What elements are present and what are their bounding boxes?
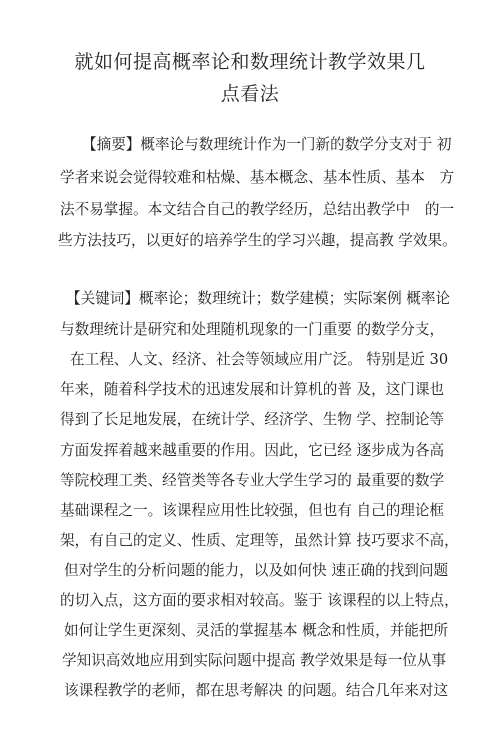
- abstract-line-3: 法不易掌握。本文结合自己的教学经历，总结出教学中 的一: [60, 201, 455, 218]
- body-line-11: 的切入点，这方面的要求相对较高。鉴于 该课程的以上特点，: [60, 592, 459, 609]
- body-line-5: 得到了长足地发展，在统计学、经济学、生物 学、控制论等: [60, 411, 445, 428]
- body-line-2: 与数理统计是研究和处理随机现象的一门重要 的数学分支，: [60, 321, 445, 338]
- body-line-13: 学知识高效地应用到实际问题中提高 教学效果是每一位从事: [62, 652, 447, 669]
- title-line-1: [0, 47, 500, 74]
- body-line-14: 该课程教学的老师，都在思考解决 的问题。结合几年来对这: [64, 682, 449, 699]
- body-line-8: 基础课程之一。该课程应用性比较强，但也有 自己的理论框: [60, 502, 445, 519]
- body-line-1: 【关键词】概率论；数理统计；数学建模；实际案例 概率论: [66, 290, 451, 307]
- body-line-4: 年来，随着科学技术的迅速发展和计算机的普 及，这门课也: [60, 381, 445, 398]
- body-line-6: 方面发挥着越来越重要的作用。因此，它已经 逐步成为各高: [60, 442, 445, 459]
- body-line-3: 在工程、人文、经济、社会等领域应用广泛。 特别是近 30: [70, 351, 449, 368]
- body-line-10: 但对学生的分析问题的能力，以及如何快 速正确的找到问题: [64, 562, 449, 579]
- body-line-7: 等院校理工类、经管类等各专业大学生学习的 最重要的数学: [60, 472, 445, 489]
- body-line-9: 架，有自己的定义、性质、定理等，虽然计算 技巧要求不高，: [60, 532, 459, 549]
- title-text: 点看法: [220, 83, 280, 105]
- abstract-line-4: 些方法技巧，以更好的培养学生的学习兴趣，提高教 学效果。: [58, 232, 457, 249]
- title-line-2: [0, 79, 500, 106]
- body-line-12: 如何让学生更深刻、灵活的掌握基本 概念和性质，并能把所: [64, 622, 449, 639]
- title-text: 就如何提高概率论和数理统计教学效果几: [74, 51, 426, 73]
- abstract-line-2: 学者来说会觉得较难和枯燥、基本概念、基本性质、基本 方: [60, 169, 455, 186]
- abstract-line-1: 【摘要】概率论与数理统计作为一门新的数学分支对于 初: [82, 136, 452, 153]
